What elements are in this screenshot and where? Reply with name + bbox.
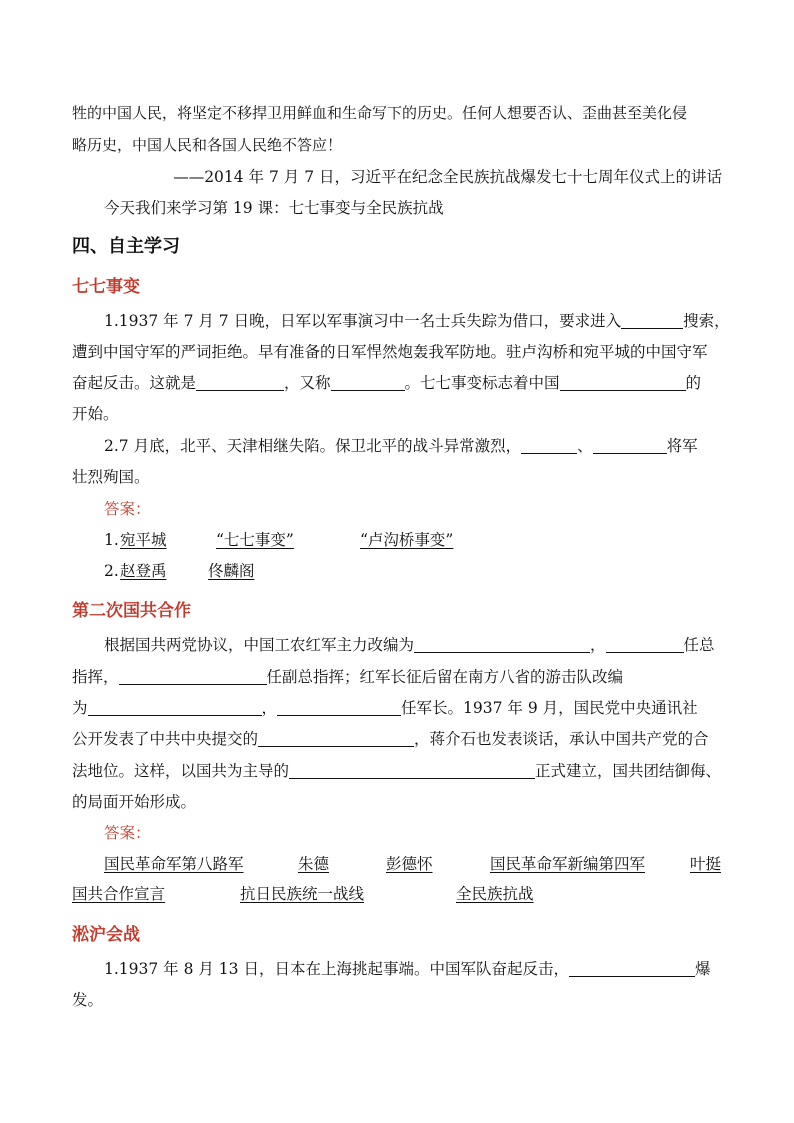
part1-answer-row-2: 2. 赵登禹 佟麟阁 [104,559,754,583]
part1-p1-line4: 开始。 [72,405,119,423]
blank[interactable] [331,373,405,391]
part1-p1-line1: 1.1937 年 7 月 7 日晚，日军以军事演习中一名士兵失踪为借口，要求进入 搜索， [104,312,730,330]
blank[interactable] [289,761,535,779]
blank[interactable] [569,959,695,977]
part2-line3: 为 ， 任军长。1937 年 9 月，国民党中央通讯社 [72,699,698,717]
part1-p1-line2: 遭到中国守军的严词拒绝。早有准备的日军悍然炮轰我军防地。驻卢沟桥和宛平城的中国守军 [72,343,708,361]
blank[interactable] [606,635,684,653]
part1-answer-row-1: 1. 宛平城 “七七事变” “卢沟桥事变” [104,528,754,552]
section-title: 四、自主学习 [72,236,180,257]
blank[interactable] [521,436,577,454]
answer-item: 彭德怀 [386,855,433,873]
answer-item: 佟麟阁 [208,562,255,580]
blank[interactable] [593,436,667,454]
answer-item: 国共合作宣言 [72,885,166,903]
answer-item: 全民族抗战 [456,885,534,903]
part2-line6: 的局面开始形成。 [72,793,197,811]
answer-item: 国民革命军新编第四军 [490,855,646,873]
part2-line1: 根据国共两党协议，中国工农红军主力改编为 ， 任总 [104,636,715,654]
part1-p2-line1: 2.7 月底，北平、天津相继失陷。保卫北平的战斗异常激烈， 、 将军 [104,437,698,455]
answer-item: “卢沟桥事变” [360,531,454,549]
quote-line-2: 略历史，中国人民和各国人民绝不答应！ [72,136,343,154]
answer-item: 赵登禹 [120,562,167,580]
blank[interactable] [560,373,686,391]
quote-source: ——2014 年 7 月 7 日，习近平在纪念全民族抗战爆发七十七周年仪式上的讲话 [173,168,722,186]
today-lesson: 今天我们来学习第 19 课：七七事变与全民族抗战 [104,199,444,217]
blank[interactable] [196,373,284,391]
answer-item: “七七事变” [216,531,294,549]
answer-item: 国民革命军第八路军 [104,855,244,873]
part1-title: 七七事变 [72,277,140,297]
part1-p2-line2: 壮烈殉国。 [72,468,150,486]
blank[interactable] [414,635,590,653]
blank[interactable] [621,311,683,329]
part1-p1-line3: 奋起反击。这就是 ，又称 。七七事变标志着中国 的 [72,374,702,392]
blank[interactable] [258,729,414,747]
part3-line2: 发。 [72,991,104,1009]
answer-item: 宛平城 [120,531,167,549]
answer-item: 朱德 [298,855,330,873]
part2-answer-label: 答案： [104,824,151,842]
part3-title: 淞沪会战 [72,925,140,945]
quote-line-1: 牲的中国人民，将坚定不移捍卫用鲜血和生命写下的历史。任何人想要否认、歪曲甚至美化侵 [72,104,688,122]
part2-line4: 公开发表了中共中央提交的 ，蒋介石也发表谈话，承认中国共产党的合 [72,730,709,748]
blank[interactable] [119,667,267,685]
part1-answer-label: 答案： [104,500,151,518]
answer-item: 抗日民族统一战线 [240,885,365,903]
part2-line2: 指挥， 任副总指挥；红军长征后留在南方八省的游击队改编 [72,668,624,686]
part3-line1: 1.1937 年 8 月 13 日，日本在上海挑起事端。中国军队奋起反击， 爆 [104,960,711,978]
blank[interactable] [88,698,262,716]
part2-title: 第二次国共合作 [72,601,191,621]
blank[interactable] [277,698,401,716]
part2-line5: 法地位。这样，以国共为主导的 正式建立，国共团结御侮、 [72,762,722,780]
answer-item: 叶挺 [690,855,722,873]
